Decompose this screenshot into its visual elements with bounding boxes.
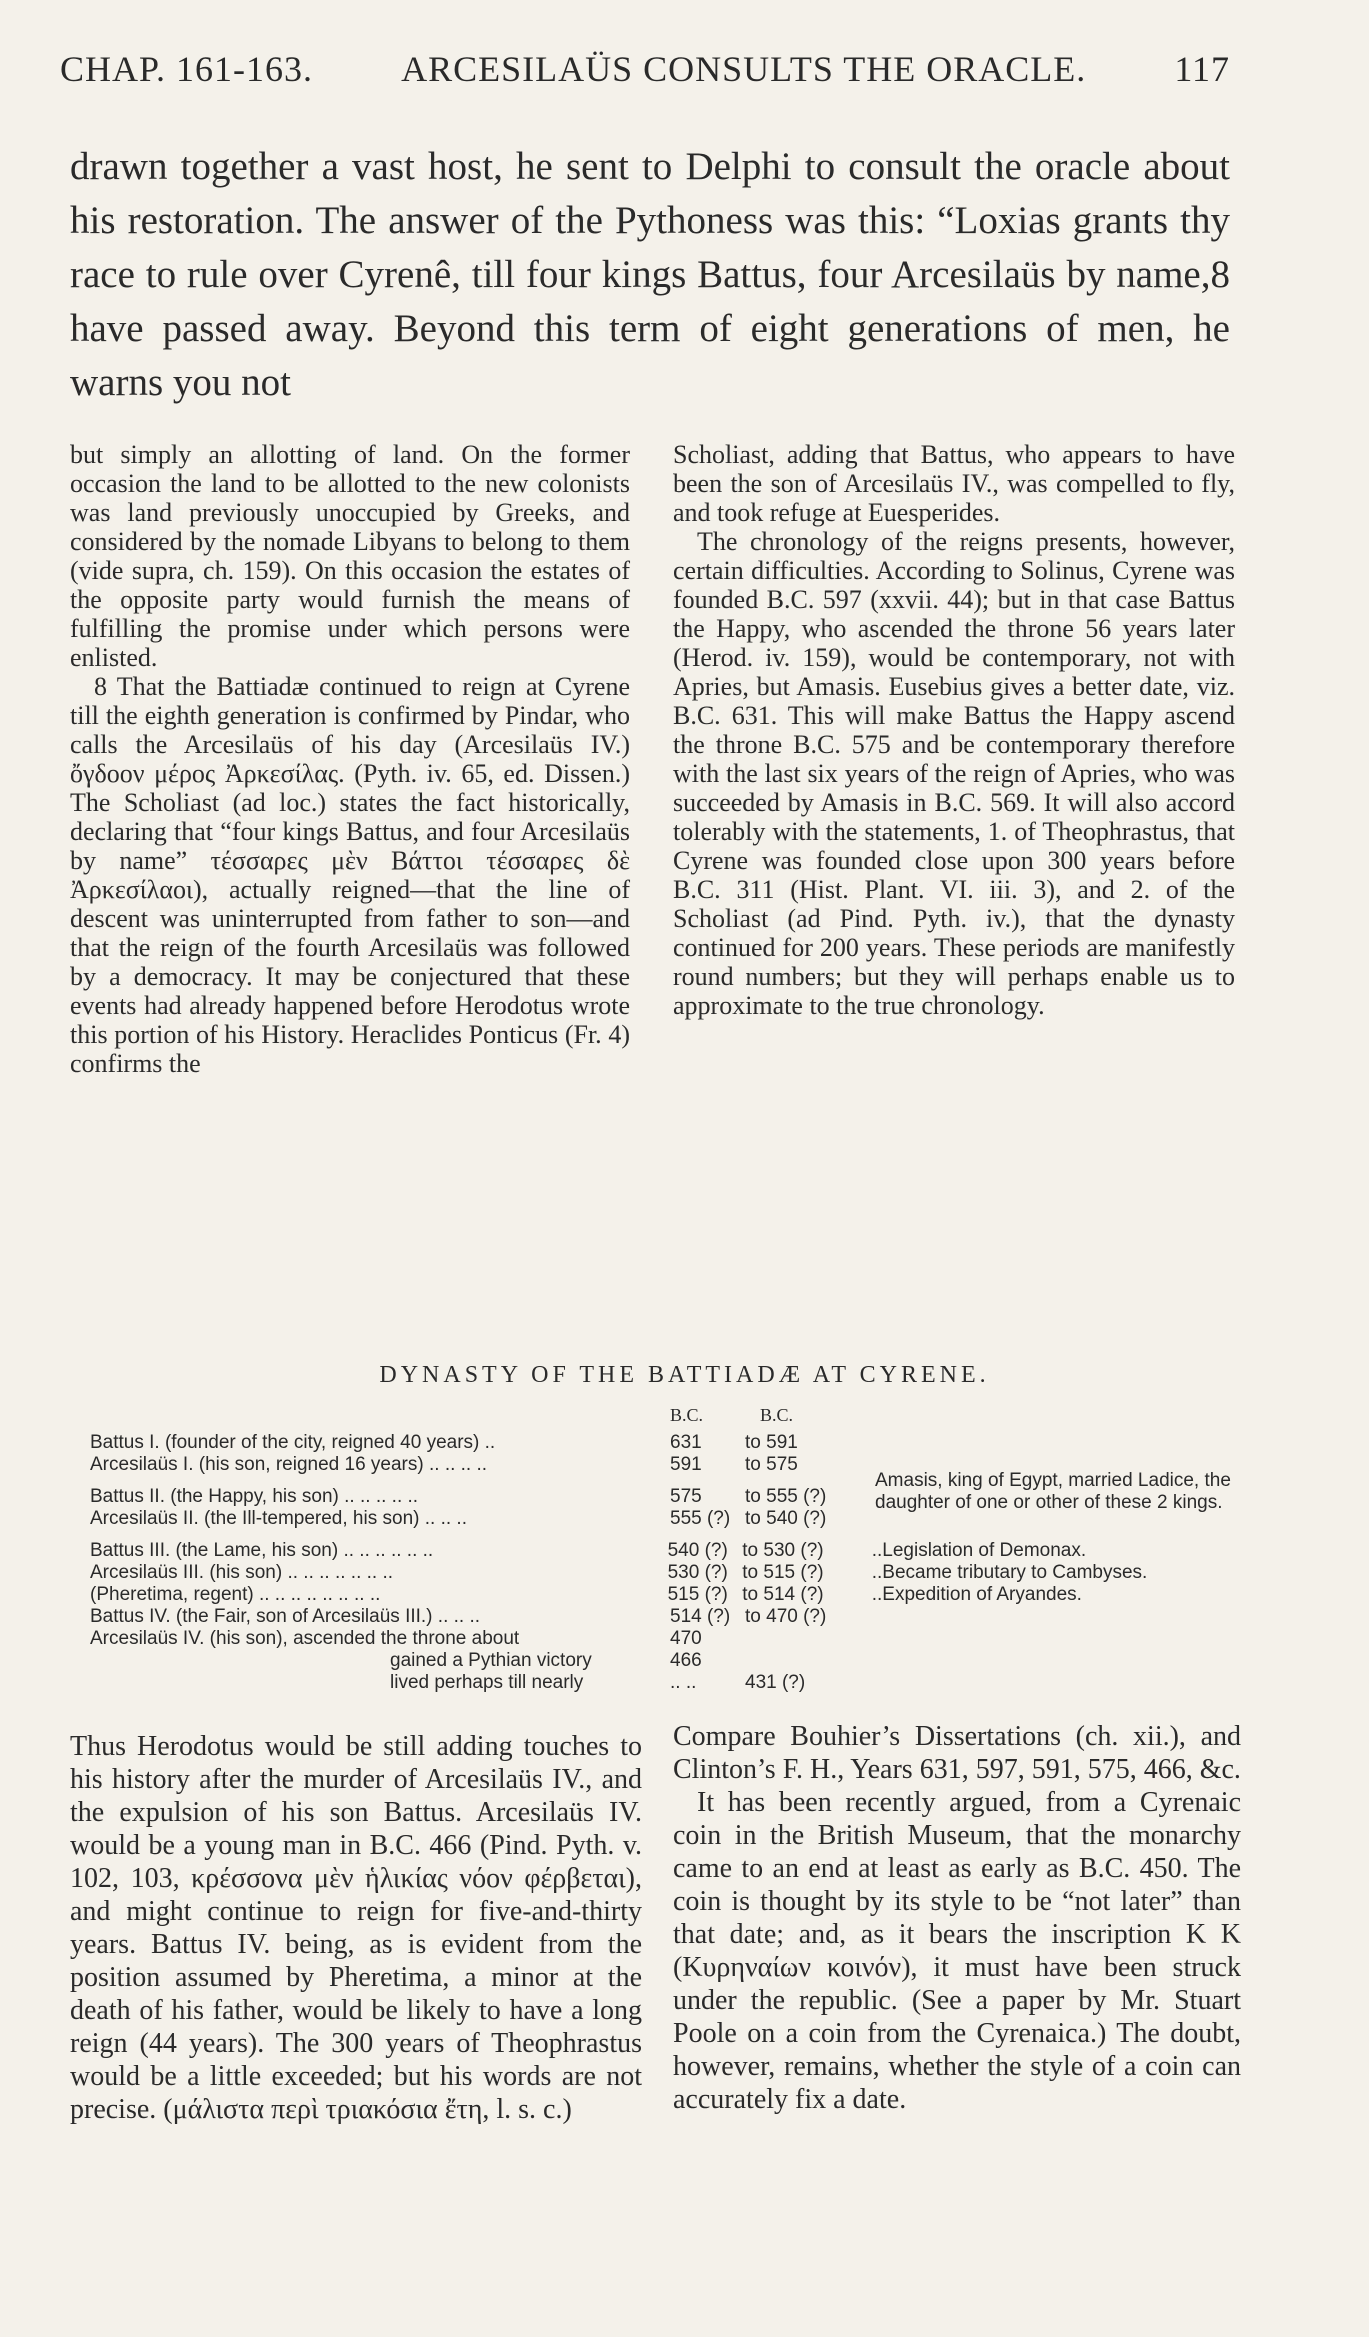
- footnote-paragraph: Thus Herodotus would be still adding touches to his history after the murder of Arcesilaüs IV., and the expulsion of his son Battus. Arcesilaüs IV. would be a young man in B.C. 466 (Pind. Pyth. v. 102, 103, κρέσσονα μὲν ἡλικίας νόον φέρβεται), and might continue to reign for five-and-thirty years. Battus IV. being, as is evident from the position assumed by Pheretima, a minor at the death of his father, would be likely to have a long reign (44 years). The 300 years of Theophrastus would be a little exceeded; but his words are not precise. (μάλιστα περὶ τριακόσια ἔτη, l. s. c.): [70, 1731, 642, 2125]
- dynasty-row: Arcesilaüs II. (the Ill-tempered, his son) .. .. .. 555 (?) to 540 (?): [90, 1508, 827, 1529]
- footnotes-upper-right: [673, 440, 1235, 1020]
- footnotes-lower-right: [673, 1720, 1241, 2116]
- running-header: [60, 48, 1230, 90]
- dynasty-row: Battus IV. (the Fair, son of Arcesilaüs III.) .. .. .. 514 (?) to 470 (?): [90, 1606, 827, 1627]
- footnote-paragraph: The chronology of the reigns presents, however, certain difficulties. According to Solinus, Cyrene was founded B.C. 597 (xxvii. 44); but in that case Battus the Happy, who ascended the throne 56 years later (Herod. iv. 159), would be contemporary, not with Apries, but Amasis. Eusebius gives a better date, viz. B.C. 631. This will make Battus the Happy ascend the throne B.C. 575 and be contemporary therefore with the last six years of the reign of Apries, who was succeeded by Amasis in B.C. 569. It will also accord tolerably with the statements, 1. of Theophrastus, that Cyrene was founded close upon 300 years before B.C. 311 (Hist. Plant. VI. iii. 3), and 2. of the Scholiast (ad Pind. Pyth. iv.), that the dynasty continued for 200 years. These periods are manifestly round numbers; but they will perhaps enable us to approximate to the true chronology.: [673, 527, 1235, 1020]
- dynasty-col-to-header: B.C.: [760, 1405, 794, 1425]
- dynasty-col-from-header: B.C.: [670, 1405, 704, 1425]
- footnote-paragraph: It has been recently argued, from a Cyrenaic coin in the British Museum, that the monarchy came to an end at least as early as B.C. 450. The coin is thought by its style to be “not later” than that date; and, as it bears the inscription Κ Κ (Κυρηναίων κοινόν), it must have been struck under the republic. (See a paper by Mr. Stuart Poole on a coin from the Cyrenaica.) The doubt, however, remains, whether the style of a coin can accurately fix a date.: [673, 1787, 1241, 2115]
- footnotes-lower-left: [70, 1730, 642, 2126]
- dynasty-row: Arcesilaüs I. (his son, reigned 16 years) .. .. .. .. 591 to 575: [90, 1454, 798, 1475]
- dynasty-row: (Pheretima, regent) .. .. .. .. .. .. .. .. 515 (?) to 514 (?) ..Expedition of Aryandes.: [90, 1584, 1082, 1605]
- footnote-paragraph: but simply an allotting of land. On the former occasion the land to be allotted to the new colonists was land previously unoccupied by Greeks, and considered by the nomade Libyans to belong to them (vide supra, ch. 159). On this occasion the estates of the opposite party would furnish the means of fulfilling the promise under which persons were enlisted.: [70, 440, 630, 672]
- chapter-reference: CHAP. 161-163.: [60, 49, 314, 89]
- amasis-note: Amasis, king of Egypt, married Ladice, the daughter of one or other of these 2 kings.: [875, 1470, 1231, 1513]
- footnote-paragraph: Compare Bouhier’s Dissertations (ch. xii.), and Clinton’s F. H., Years 631, 597, 591, 575, 466, &c.: [673, 1721, 1241, 1785]
- dynasty-row: Arcesilaüs IV. (his son), ascended the throne about 470: [90, 1628, 702, 1649]
- dynasty-row: Arcesilaüs III. (his son) .. .. .. .. .. .. .. 530 (?) to 515 (?) ..Became tributary to Cambyses.: [90, 1562, 1148, 1583]
- footnotes-upper-left: [70, 440, 630, 1078]
- footnote-paragraph: Scholiast, adding that Battus, who appears to have been the son of Arcesilaüs IV., was compelled to fly, and took refuge at Euesperides.: [673, 440, 1235, 527]
- main-text: drawn together a vast host, he sent to Delphi to consult the oracle about his restoration. The answer of the Pythoness was this: “Loxias grants thy race to rule over Cyrenê, till four kings Battus, four Arcesilaüs by name,8 have passed away. Beyond this term of eight generations of men, he warns you not: [70, 145, 1230, 404]
- dynasty-row: Battus II. (the Happy, his son) .. .. .. .. .. 575 to 555 (?): [90, 1486, 827, 1507]
- page-number: 117: [1174, 49, 1230, 89]
- dynasty-table-title: DYNASTY OF THE BATTIADÆ AT CYRENE.: [379, 1362, 990, 1388]
- dynasty-row: Battus III. (the Lame, his son) .. .. .. .. .. .. 540 (?) to 530 (?) ..Legislation of Demonax.: [90, 1540, 1087, 1561]
- dynasty-row: Battus I. (founder of the city, reigned 40 years) .. 631 to 591: [90, 1432, 798, 1453]
- page-title: ARCESILAÜS CONSULTS THE ORACLE.: [401, 49, 1087, 89]
- dynasty-row: lived perhaps till nearly .. .. 431 (?): [390, 1672, 806, 1693]
- footnote-paragraph: 8 That the Battiadæ continued to reign at Cyrene till the eighth generation is confirmed by Pindar, who calls the Arcesilaüs of his day (Arcesilaüs IV.) ὄγδοον μέρος Ἀρκεσίλας. (Pyth. iv. 65, ed. Dissen.) The Scholiast (ad loc.) states the fact historically, declaring that “four kings Battus, and four Arcesilaüs by name” τέσσαρες μὲν Βάττοι τέσσαρες δὲ Ἀρκεσίλαοι), actually reigned—that the line of descent was uninterrupted from father to son—and that the reign of the fourth Arcesilaüs was followed by a democracy. It may be conjectured that these events had already happened before Herodotus wrote this portion of his History. Heraclides Ponticus (Fr. 4) confirms the: [70, 672, 630, 1078]
- dynasty-row: gained a Pythian victory 466: [390, 1650, 702, 1671]
